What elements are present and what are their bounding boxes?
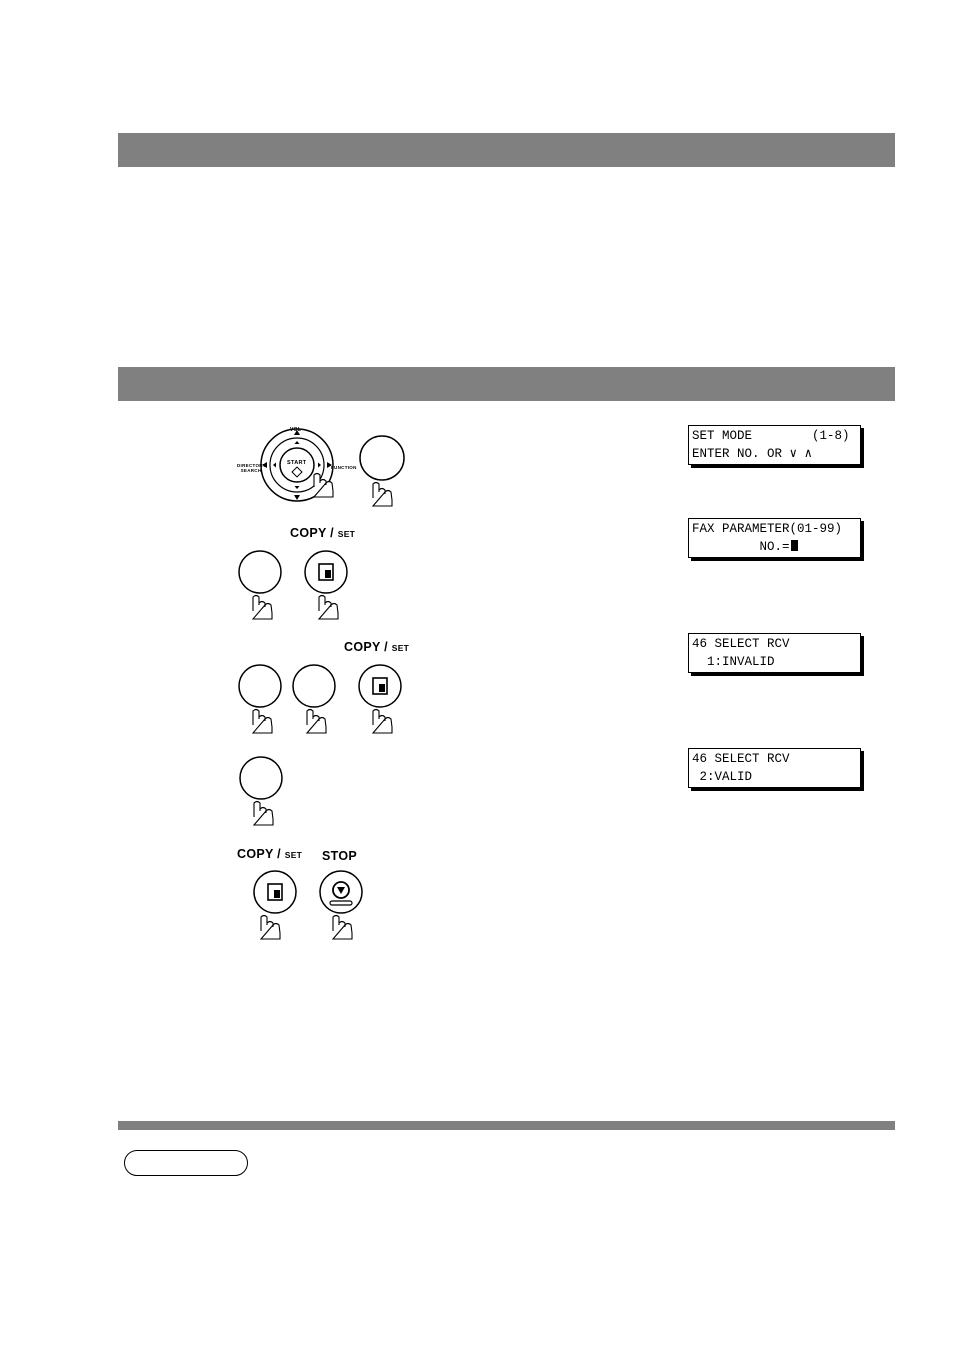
note-divider-bar xyxy=(118,1121,895,1130)
start-key-label: START xyxy=(287,460,307,466)
numeric-key-press-4[interactable] xyxy=(238,757,288,827)
copy-set-label-3: COPY / SET xyxy=(344,640,410,654)
note-label-pill xyxy=(124,1150,248,1176)
copy-set-button-5[interactable] xyxy=(252,871,302,941)
function-label: FUNCTION xyxy=(331,465,357,470)
lcd-line: 46 SELECT RCV xyxy=(692,752,790,766)
lcd-display-3 xyxy=(688,633,861,673)
numeric-key-press-3b[interactable] xyxy=(291,665,341,735)
copy-set-label-5: COPY / SET xyxy=(237,847,303,861)
cursor-block xyxy=(791,540,798,551)
numeric-key-press-2[interactable] xyxy=(237,551,287,621)
stop-label: STOP xyxy=(322,849,358,863)
copy-set-button-3[interactable] xyxy=(357,665,407,735)
section-header-bar-2 xyxy=(118,367,895,401)
lcd-line: 46 SELECT RCV xyxy=(692,637,790,651)
numeric-key-press-3a[interactable] xyxy=(237,665,287,735)
stop-button[interactable] xyxy=(318,871,368,941)
lcd-line: 2:VALID xyxy=(692,770,753,784)
lcd-display-4 xyxy=(688,748,861,788)
copy-set-label-2: COPY / SET xyxy=(290,526,356,540)
copy-set-button-2[interactable] xyxy=(303,551,353,621)
lcd-line: NO.= xyxy=(692,538,860,556)
lcd-line: SET MODE (1-8) xyxy=(692,429,850,443)
numeric-key-press-1[interactable] xyxy=(359,436,409,516)
lcd-line: FAX PARAMETER(01-99) xyxy=(692,522,843,536)
lcd-line: 1:INVALID xyxy=(692,655,775,669)
section-header-bar-1 xyxy=(118,133,895,167)
lcd-display-2 xyxy=(688,518,861,558)
lcd-display-1 xyxy=(688,425,861,465)
directory-search-label: DIRECTORY SEARCH xyxy=(237,463,266,473)
lcd-line: ENTER NO. OR ∨ ∧ xyxy=(692,447,813,461)
vol-label: VOL xyxy=(290,427,302,433)
